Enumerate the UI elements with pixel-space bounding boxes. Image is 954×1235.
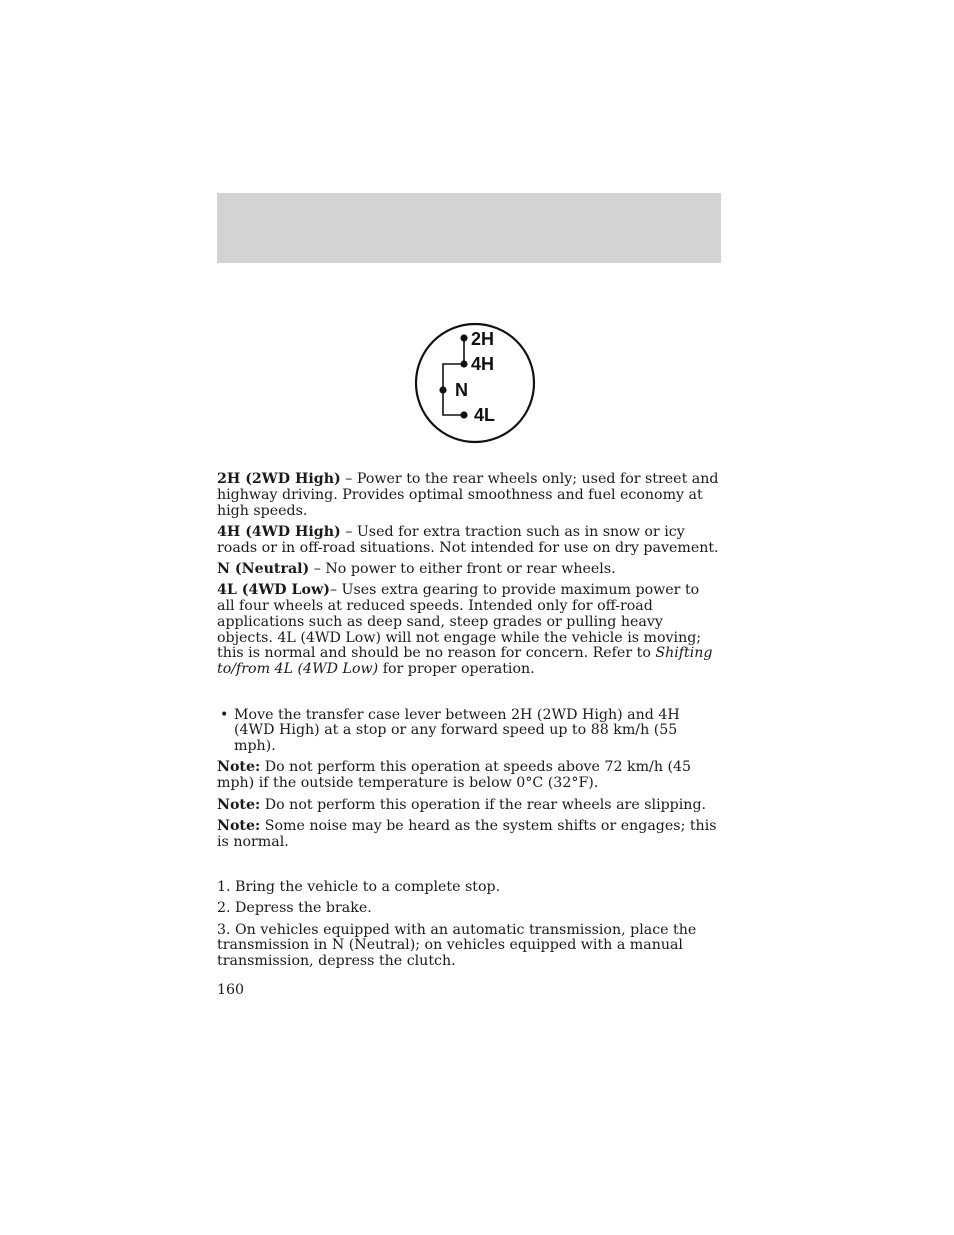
- note-speed-temperature: Note: Do not perform this operation at speeds above 72 km/h (45 mph) if the outside temperature is below 0°C (32°F).: [217, 759, 692, 792]
- mode-term: N (Neutral): [217, 560, 310, 577]
- cross-reference: Shifting to/from 4L (4WD Low): [217, 645, 713, 678]
- note-label: Note:: [217, 817, 261, 834]
- position-label-n: N: [455, 380, 468, 400]
- mode-term: 4H (4WD High): [217, 523, 341, 540]
- position-dot-2h: [460, 334, 467, 341]
- mode-description-n: N (Neutral) – No power to either front or rear wheels.: [217, 560, 616, 577]
- step-3: 3. On vehicles equipped with an automatic transmission, place the transmission in N (Neutral); on vehicles equipped with a manual transmission, depress the clutch.: [217, 921, 697, 970]
- content-body: [217, 472, 721, 975]
- position-dot-n: [439, 386, 446, 393]
- note-label: Note:: [217, 796, 261, 813]
- bullet-item: • Move the transfer case lever between 2H (2WD High) and 4H (4WD High) at a stop or any forward speed up to 88 km/h (55 mph).: [220, 706, 680, 755]
- step-1: 1. Bring the vehicle to a complete stop.: [217, 878, 501, 895]
- position-label-4l: 4L: [474, 405, 496, 425]
- mode-term: 4L (4WD Low): [217, 582, 330, 599]
- position-dot-4l: [460, 411, 467, 418]
- position-dot-4h: [460, 360, 467, 367]
- position-label-2h: 2H: [471, 329, 495, 349]
- page-number: 160: [217, 982, 245, 998]
- section-header-band: [217, 193, 721, 263]
- position-label-4h: 4H: [471, 354, 495, 374]
- bullet-mark: •: [220, 706, 229, 723]
- mode-term: 2H (2WD High): [217, 471, 341, 487]
- note-label: Note:: [217, 759, 261, 776]
- transfer-case-selector-diagram: [410, 317, 540, 447]
- mode-text: – Uses extra gearing to provide maximum power to all four wheels at reduced speeds. Intended only for off-road applications such as deep sand, steep grades or pulling heavy objects. 4L (4WD Low) will not engage while the vehicle is moving; this is normal and should be no reason for concern. Refer to: [217, 582, 702, 662]
- mode-text: Power to the rear wheels only; used for street and highway driving. Provides optimal smoothness and fuel economy at high speeds.: [217, 471, 719, 519]
- mode-text: Used for extra traction such as in snow or icy roads or in off-road situations. Not intended for use on dry pavement.: [217, 523, 719, 556]
- mode-description-4h: 4H (4WD High) – Used for extra traction such as in snow or icy roads or in off-road situations. Not intended for use on dry pavement.: [217, 523, 719, 556]
- note-noise: Note: Some noise may be heard as the system shifts or engages; this is normal.: [217, 817, 717, 850]
- mode-description-4l: 4L (4WD Low)– Uses extra gearing to provide maximum power to all four wheels at reduced speeds. Intended only for off-road applications such as deep sand, steep grades or pulling heavy objects. 4L (4WD Low) will not engage while the vehicle is moving; this is normal and should be no reason for concern. Refer to Shifting to/from 4L (4WD Low) for proper operation.: [217, 582, 713, 678]
- note-rear-wheels: Note: Do not perform this operation if the rear wheels are slipping.: [217, 796, 707, 813]
- mode-description-2h: 2H (2WD High) – Power to the rear wheels only; used for street and highway driving. Provides optimal smoothness and fuel economy at high speeds.: [217, 471, 719, 519]
- step-2: 2. Depress the brake.: [217, 900, 372, 917]
- mode-text: No power to either front or rear wheels.: [325, 560, 616, 577]
